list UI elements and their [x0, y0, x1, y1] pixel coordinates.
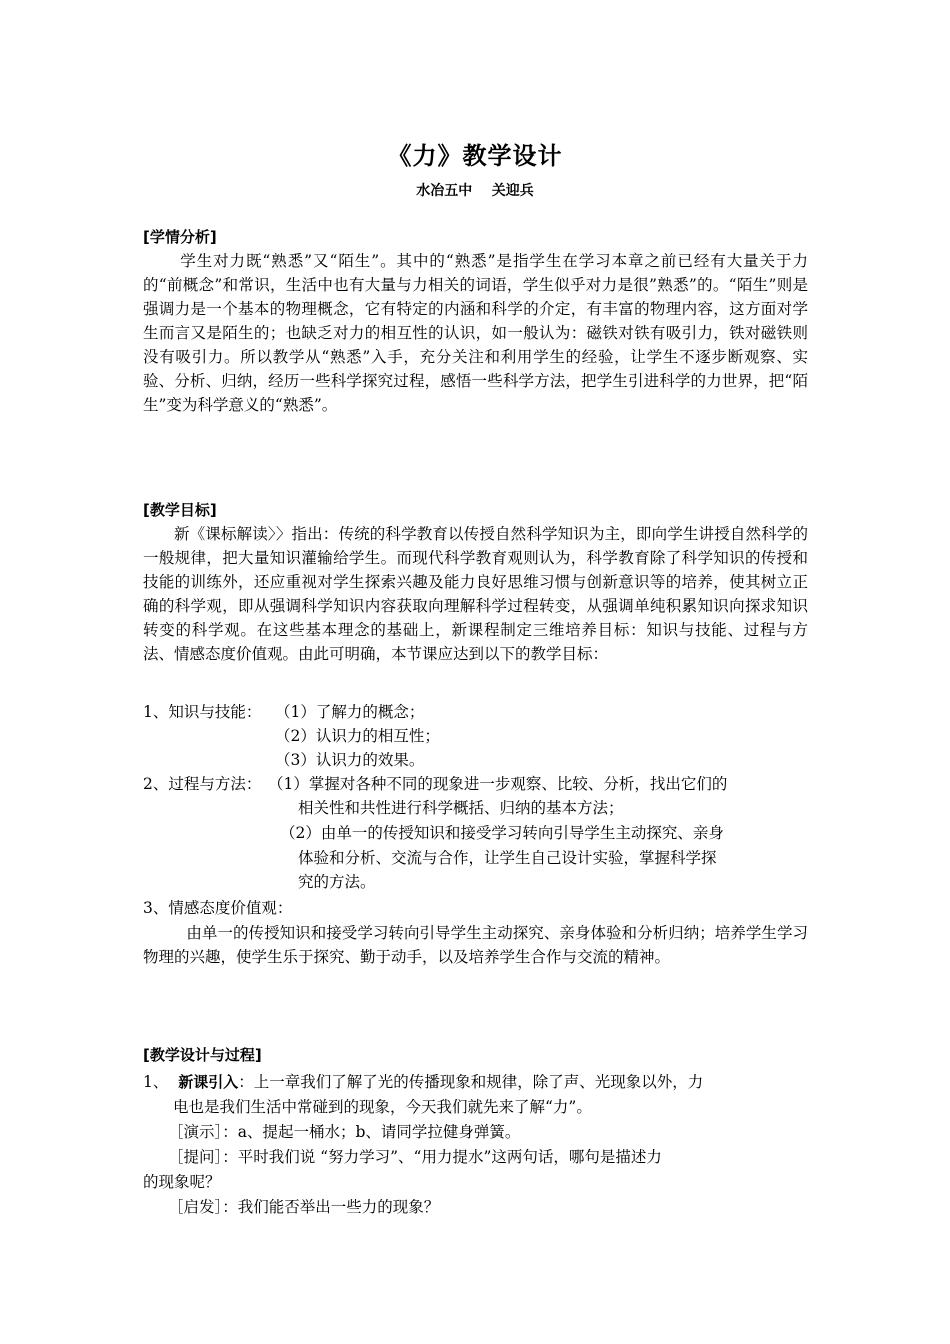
section-heading-goals: [教学目标] — [143, 501, 217, 519]
hint-line: ［启发］：我们能否举出一些力的现象？ — [168, 1198, 440, 1216]
process-item-text-line2: 电也是我们生活中常碰到的现象，今天我们就先来了解“力”。 — [173, 1098, 592, 1116]
section-heading-analysis: [学情分析] — [143, 228, 217, 246]
goals-paragraph: 新《课标解读〉〉指出：传统的科学教育以传授自然科学知识为主，即向学生讲授自然科学的一般规律，把大量知识灌输给学生。而现代科学教育观则认为，科学教育除了科学知识的传授和技能的训练外，还应重视对学生探索兴趣及能力良好思维习惯与创新意识等的培养，使其树立正确的科学观，即从强调科学知识内容获取向理解科学过程转变，从强调单纯积累知识向探求知识转变的科学观。在这些基本理念的基础上，新课程制定三维培养目标：知识与技能、过程与方法、情感态度价值观。由此可明确，本节课应达到以下的教学目标： — [143, 525, 808, 663]
section-heading-process: [教学设计与过程] — [143, 1046, 262, 1064]
goal-1-item-a: （1）了解力的概念； — [275, 703, 425, 721]
question-line1: ［提问］：平时我们说 “努力学习”、“用力提水”这两句话，哪句是描述力 — [168, 1148, 662, 1166]
goal-2-item-a-line1: （1）掌握对各种不同的现象进一步观察、比较、分析，找出它们的 — [268, 775, 728, 793]
process-item-number: 1、 — [143, 1073, 169, 1091]
process-item-title: 新课引入 — [178, 1073, 239, 1091]
goal-1-label: 1、知识与技能： — [143, 703, 262, 721]
goal-2-item-b-line1: （2）由单一的传授知识和接受学习转向引导学生主动探究、亲身 — [280, 824, 724, 842]
goal-2-item-b-line3: 究的方法。 — [298, 873, 376, 891]
process-item-1 — [143, 1070, 703, 1094]
goal-1-item-c: （3）认识力的效果。 — [275, 751, 425, 769]
process-item-text-line1: ：上一章我们了解了光的传播现象和规律，除了声、光现象以外，力 — [238, 1073, 704, 1091]
author-line: 水冶五中 关迎兵 — [416, 183, 534, 199]
goal-3-paragraph: 由单一的传授知识和接受学习转向引导学生主动探究、亲身体验和分析归纳；培养学生学习物理的兴趣，使学生乐于探究、勤于动手，以及培养学生合作与交流的精神。 — [143, 924, 808, 966]
goal-2-label: 2、过程与方法： — [143, 775, 262, 793]
question-line2: 的现象呢？ — [143, 1173, 221, 1191]
goal-2-item-b-line2: 体验和分析、交流与合作，让学生自己设计实验，掌握科学探 — [298, 849, 717, 867]
goal-3-label: 3、情感态度价值观： — [143, 899, 293, 917]
demo-line: ［演示］：a、提起一桶水；b、请同学拉健身弹簧。 — [168, 1123, 521, 1141]
goal-2-item-a-line2: 相关性和共性进行科学概括、归纳的基本方法； — [298, 799, 624, 817]
analysis-paragraph: 学生对力既“熟悉”又“陌生”。其中的“熟悉”是指学生在学习本章之前已经有大量关于力的“前概念”和常识，生活中也有大量与力相关的词语，学生似乎对力是很”熟悉”的。“陌生”则是强调力是一个基本的物理概念，它有特定的内涵和科学的介定，有丰富的物理内容，这方面对学生而言又是陌生的；也缺乏对力的相互性的认识，如一般认为：磁铁对铁有吸引力，铁对磁铁则没有吸引力。所以教学从“熟悉”入手，充分关注和利用学生的经验，让学生不逐步断观察、实验、分析、归纳，经历一些科学探究过程，感悟一些科学方法，把学生引进科学的力世界，把“陌生”变为科学意义的“熟悉”。 — [143, 252, 808, 414]
document-title: 《力》教学设计 — [387, 142, 563, 170]
goal-1-item-b: （2）认识力的相互性； — [275, 727, 440, 745]
